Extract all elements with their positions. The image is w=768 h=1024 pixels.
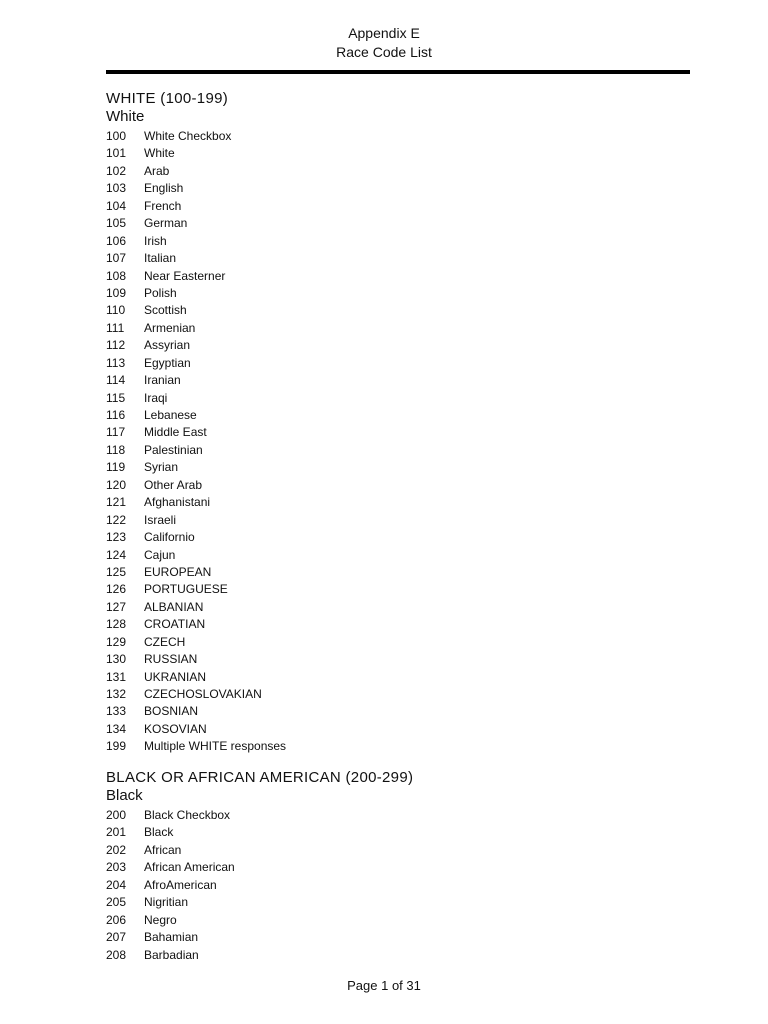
code-row	[106, 180, 690, 197]
code-label: Barbadian	[144, 947, 199, 962]
page-title: Race Code List	[336, 44, 432, 60]
code-row	[106, 842, 690, 859]
code-row	[106, 320, 690, 337]
code-label: Cajun	[144, 547, 176, 562]
code-label: Other Arab	[144, 477, 203, 492]
code-label: Negro	[144, 912, 177, 927]
code-label: EUROPEAN	[144, 564, 212, 579]
section-subheading: White	[106, 108, 145, 125]
code-row	[106, 198, 690, 215]
code-label: Egyptian	[144, 355, 191, 370]
code-number: 113	[106, 355, 126, 370]
code-label: Nigritian	[144, 895, 189, 910]
code-label: PORTUGUESE	[144, 582, 228, 597]
section-heading: BLACK OR AFRICAN AMERICAN (200-299)	[106, 769, 414, 786]
code-row	[106, 459, 690, 476]
code-row	[106, 128, 690, 145]
code-row	[106, 250, 690, 267]
code-row	[106, 163, 690, 180]
code-number: 122	[106, 512, 127, 527]
code-label: CZECHOSLOVAKIAN	[144, 687, 262, 701]
code-row	[106, 738, 690, 755]
code-label: ALBANIAN	[144, 599, 204, 614]
code-label: Black Checkbox	[144, 808, 231, 822]
page-number: Page 1 of 31	[347, 978, 421, 993]
code-number: 208	[106, 947, 127, 962]
code-label: Scottish	[144, 303, 187, 318]
code-row	[106, 355, 690, 372]
code-label: Iranian	[144, 373, 181, 388]
code-number: 130	[106, 652, 127, 667]
code-row	[106, 599, 690, 616]
code-number: 204	[106, 877, 127, 892]
code-label: AfroAmerican	[144, 877, 217, 892]
code-number: 207	[106, 930, 127, 945]
code-row	[106, 372, 690, 389]
code-number: 119	[106, 460, 126, 475]
code-number: 112	[106, 338, 126, 353]
appendix-label: Appendix E	[348, 25, 420, 41]
code-row	[106, 285, 690, 302]
code-number: 205	[106, 895, 127, 910]
code-row	[106, 894, 690, 911]
code-row	[106, 512, 690, 529]
code-label: Multiple WHITE responses	[144, 739, 287, 754]
code-row	[106, 634, 690, 651]
code-label: Polish	[144, 285, 177, 300]
code-row	[106, 616, 690, 633]
code-row	[106, 564, 690, 581]
code-label: Armenian	[144, 320, 196, 335]
code-row	[106, 337, 690, 354]
code-label: RUSSIAN	[144, 652, 198, 667]
section-heading: WHITE (100-199)	[106, 90, 229, 107]
code-number: 116	[106, 408, 126, 422]
code-row	[106, 703, 690, 720]
code-number: 117	[106, 425, 126, 440]
code-number: 203	[106, 860, 127, 875]
code-label: French	[144, 198, 182, 213]
code-label: Iraqi	[144, 390, 168, 405]
code-label: German	[144, 216, 188, 231]
code-label: Lebanese	[144, 408, 197, 422]
code-number: 201	[106, 825, 127, 840]
code-label: Near Easterner	[144, 268, 226, 283]
code-label: Palestinian	[144, 442, 203, 457]
code-row	[106, 215, 690, 232]
code-number: 109	[106, 285, 127, 300]
code-number: 105	[106, 216, 127, 231]
code-row	[106, 669, 690, 686]
code-label: Irish	[144, 233, 167, 248]
code-list	[106, 128, 690, 756]
code-label: CZECH	[144, 634, 186, 649]
code-number: 111	[106, 320, 125, 335]
code-number: 132	[106, 687, 127, 701]
code-row	[106, 145, 690, 162]
code-label: Middle East	[144, 425, 207, 440]
code-label: Black	[144, 825, 174, 840]
code-row	[106, 407, 690, 424]
code-row	[106, 721, 690, 738]
code-row	[106, 912, 690, 929]
code-row	[106, 807, 690, 824]
code-label: BOSNIAN	[144, 704, 199, 719]
code-label: KOSOVIAN	[144, 721, 207, 736]
code-number: 127	[106, 599, 127, 614]
code-number: 200	[106, 808, 127, 822]
code-number: 199	[106, 739, 127, 754]
code-label: Bahamian	[144, 930, 199, 945]
code-number: 107	[106, 251, 127, 266]
code-number: 106	[106, 233, 127, 248]
code-row	[106, 877, 690, 894]
code-number: 102	[106, 163, 127, 178]
code-row	[106, 651, 690, 668]
code-row	[106, 268, 690, 285]
code-number: 134	[106, 721, 127, 736]
code-label: African American	[144, 860, 235, 875]
code-number: 110	[106, 303, 126, 318]
code-number: 126	[106, 582, 127, 597]
code-number: 115	[106, 390, 126, 405]
code-row	[106, 824, 690, 841]
code-number: 133	[106, 704, 127, 719]
code-number: 128	[106, 617, 127, 632]
code-number: 123	[106, 530, 127, 545]
code-row	[106, 424, 690, 441]
code-number: 206	[106, 912, 127, 927]
code-number: 118	[106, 442, 126, 457]
code-row	[106, 929, 690, 946]
code-number: 101	[106, 146, 127, 161]
code-number: 108	[106, 268, 127, 283]
code-number: 124	[106, 547, 127, 562]
code-label: White Checkbox	[144, 129, 232, 143]
code-number: 125	[106, 564, 127, 579]
code-label: Syrian	[144, 460, 179, 475]
code-row	[106, 233, 690, 250]
code-row	[106, 302, 690, 319]
code-label: Assyrian	[144, 338, 191, 353]
code-label: CROATIAN	[144, 617, 206, 632]
code-number: 104	[106, 198, 127, 213]
code-row	[106, 442, 690, 459]
code-row	[106, 581, 690, 598]
code-label: African	[144, 842, 182, 857]
code-number: 114	[106, 373, 126, 388]
code-number: 120	[106, 477, 127, 492]
code-label: Californio	[144, 530, 195, 545]
section-black	[106, 769, 690, 964]
code-row	[106, 390, 690, 407]
code-row	[106, 547, 690, 564]
code-number: 202	[106, 842, 127, 857]
code-label: English	[144, 181, 184, 196]
code-label: UKRANIAN	[144, 669, 207, 684]
header-divider	[106, 70, 690, 74]
code-number: 131	[106, 669, 127, 684]
code-row	[106, 494, 690, 511]
code-label: Afghanistani	[144, 495, 211, 510]
code-row	[106, 529, 690, 546]
code-label: Arab	[144, 163, 170, 178]
code-row	[106, 686, 690, 703]
code-number: 100	[106, 129, 127, 143]
section-white	[106, 90, 690, 756]
code-number: 121	[106, 495, 127, 510]
page-header	[0, 24, 768, 62]
code-number: 103	[106, 181, 127, 196]
code-label: Israeli	[144, 512, 177, 527]
code-row	[106, 477, 690, 494]
code-list	[106, 807, 690, 964]
code-label: Italian	[144, 251, 177, 266]
code-number: 129	[106, 634, 127, 649]
code-label: White	[144, 146, 175, 161]
section-subheading: Black	[106, 787, 143, 804]
code-row	[106, 947, 690, 964]
code-row	[106, 859, 690, 876]
